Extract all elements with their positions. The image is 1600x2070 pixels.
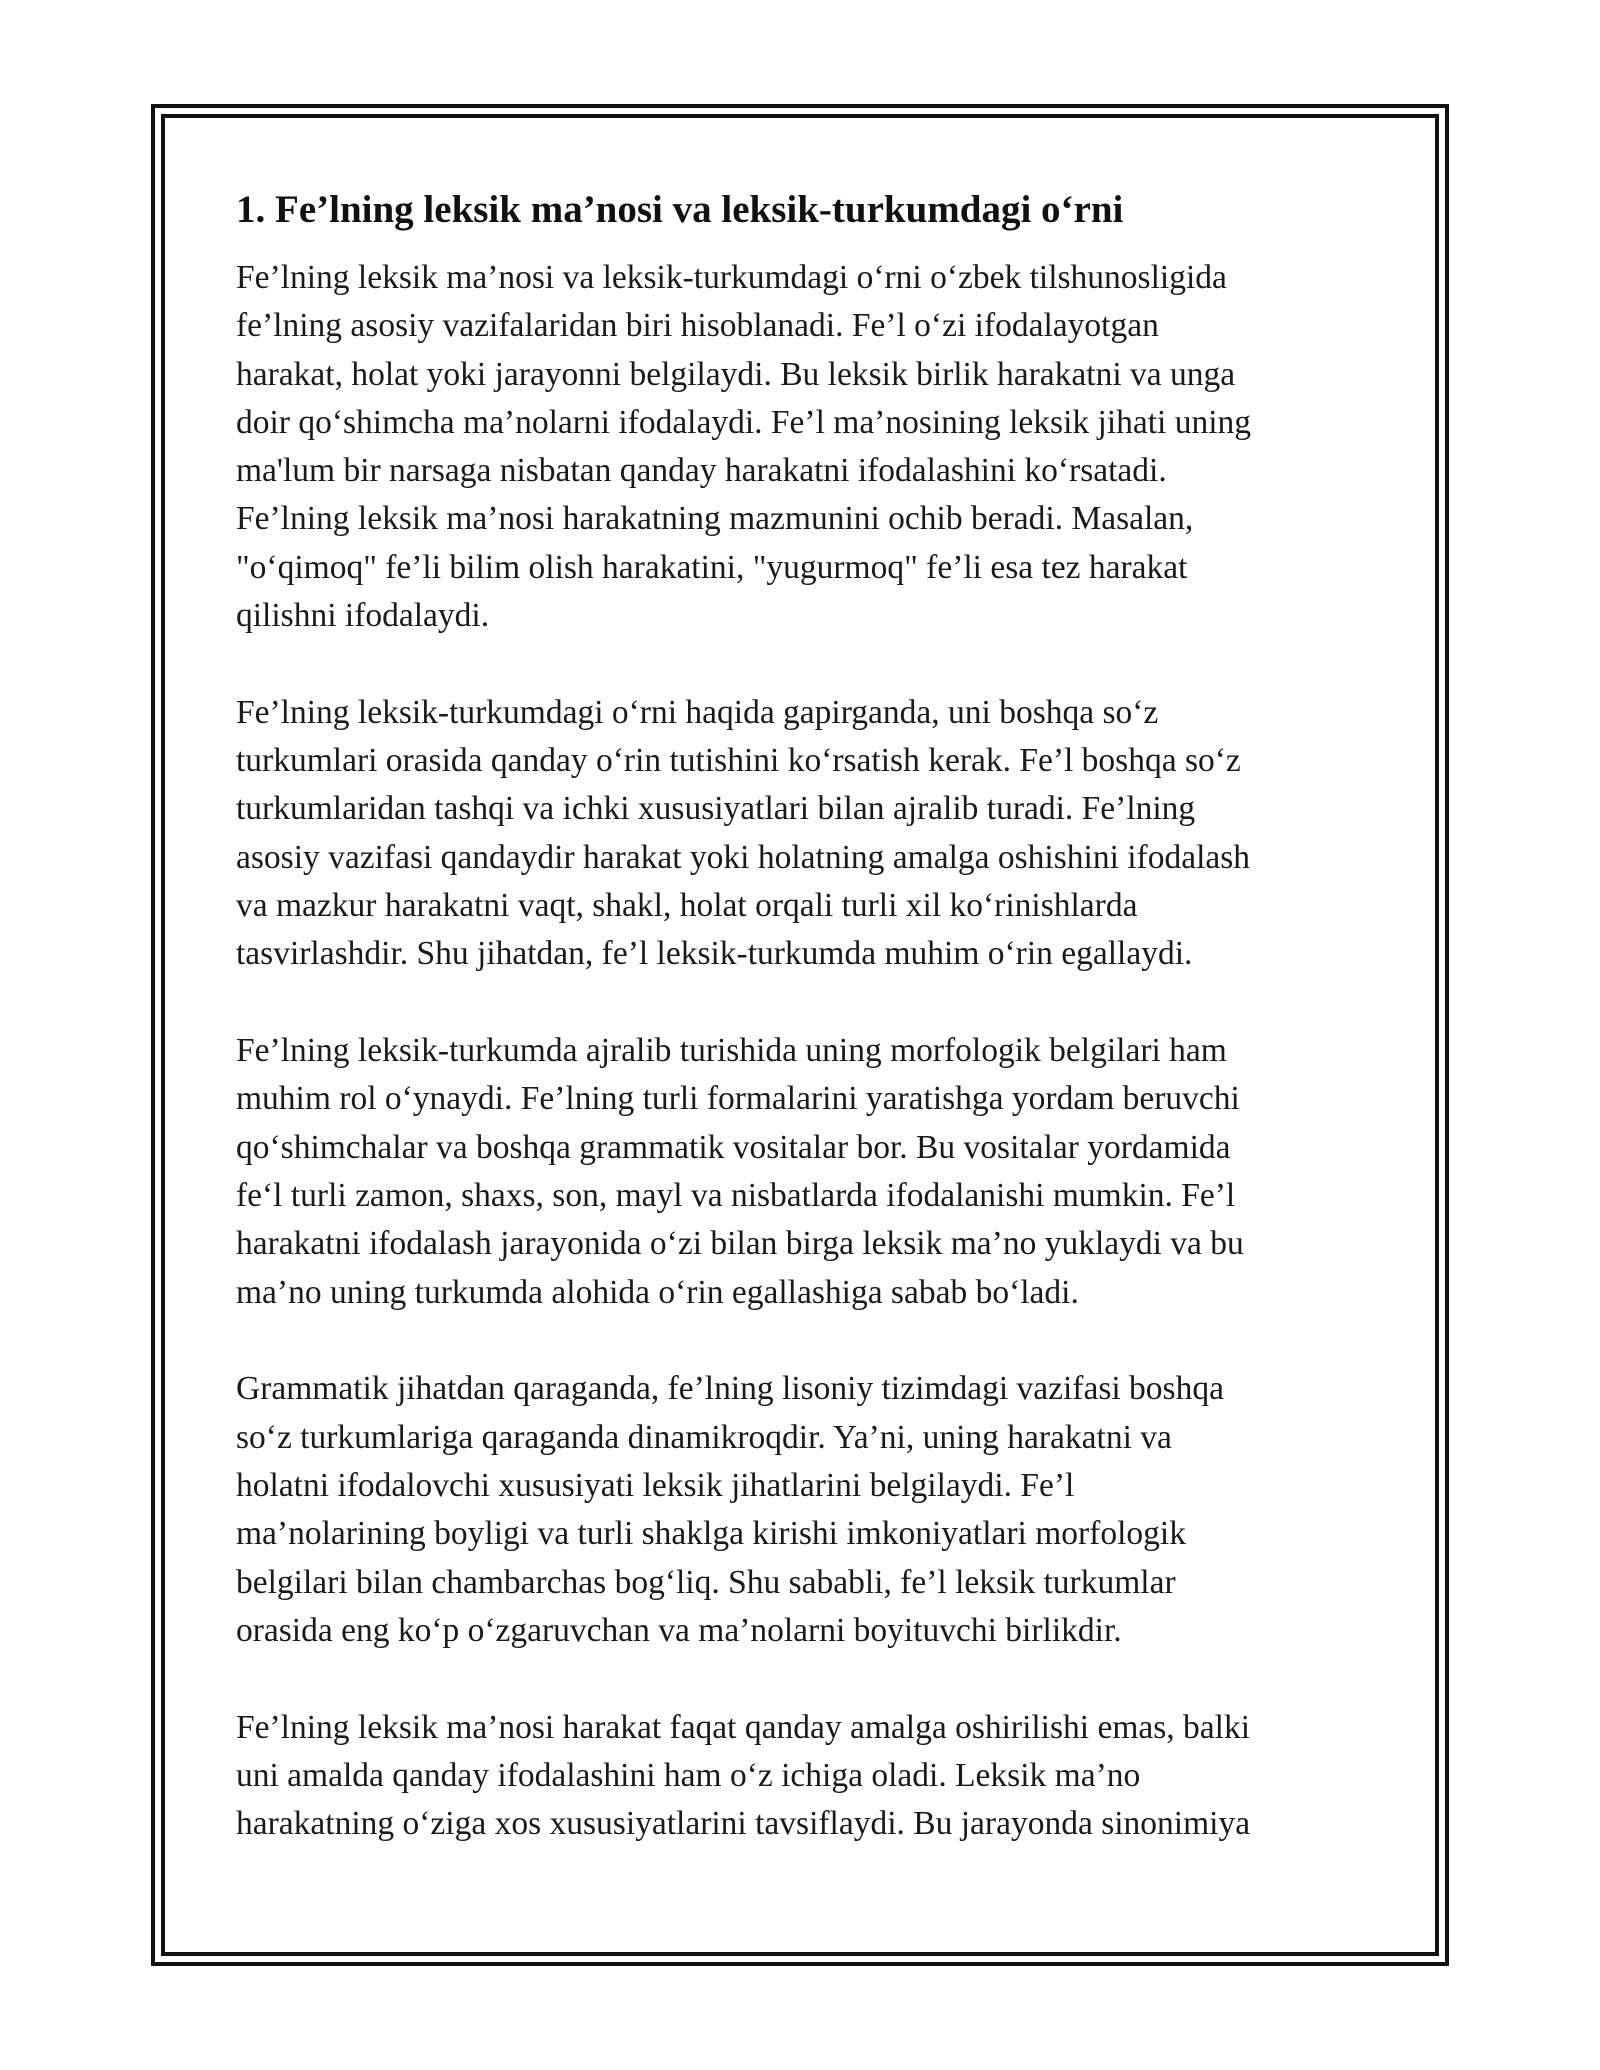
section-heading: 1. Fe’lning leksik ma’nosi va leksik-turkumdagi o‘rni: [236, 188, 1124, 231]
text-line: turkumlaridan tashqi va ichki xususiyatlari bilan ajralib turadi. Fe’lning: [236, 790, 1196, 828]
text-line: Fe’lning leksik-turkumda ajralib turishida uning morfologik belgilari ham: [236, 1032, 1227, 1070]
text-line: asosiy vazifasi qandaydir harakat yoki holatning amalga oshishini ifodalash: [236, 838, 1251, 876]
text-line: orasida eng ko‘p o‘zgaruvchan va ma’nolarni boyituvchi birlikdir.: [236, 1611, 1122, 1649]
text-line: ma’no uning turkumda alohida o‘rin egallashiga sabab bo‘ladi.: [236, 1273, 1079, 1311]
text-line: holatni ifodalovchi xususiyati leksik jihatlarini belgilaydi. Fe’l: [236, 1467, 1075, 1505]
paragraph-4: [236, 1365, 1360, 1655]
text-line: belgilari bilan chambarchas bog‘liq. Shu sababli, fe’l leksik turkumlar: [236, 1563, 1176, 1601]
text-line: "o‘qimoq" fe’li bilim olish harakatini, "yugurmoq" fe’li esa tez harakat: [236, 548, 1188, 586]
paragraph-3: [236, 1027, 1360, 1317]
text-line: va mazkur harakatni vaqt, shakl, holat orqali turli xil ko‘rinishlarda: [236, 887, 1138, 925]
text-line: Fe’lning leksik ma’nosi va leksik-turkumdagi o‘rni o‘zbek tilshunosligida: [236, 259, 1227, 296]
text-line: uni amalda qanday ifodalashini ham o‘z ichiga oladi. Leksik ma’no: [236, 1757, 1141, 1795]
text-line: turkumlari orasida qanday o‘rin tutishini ko‘rsatish kerak. Fe’l boshqa so‘z: [236, 742, 1241, 780]
text-line: Fe’lning leksik ma’nosi harakatning mazmunini ochib beradi. Masalan,: [236, 500, 1194, 538]
document-body: [236, 186, 1360, 1897]
text-line: Grammatik jihatdan qaraganda, fe’lning lisoniy tizimdagi vazifasi boshqa: [236, 1370, 1224, 1408]
text-line: qo‘shimchalar va boshqa grammatik vositalar bor. Bu vositalar yordamida: [236, 1128, 1231, 1166]
paragraph-5: [236, 1704, 1360, 1849]
text-line: muhim rol o‘ynaydi. Fe’lning turli formalarini yaratishga yordam beruvchi: [236, 1080, 1240, 1118]
text-line: ma'lum bir narsaga nisbatan qanday harakatni ifodalashini ko‘rsatadi.: [236, 452, 1167, 490]
text-line: ma’nolarining boyligi va turli shaklga kirishi imkoniyatlari morfologik: [236, 1515, 1186, 1553]
text-line: fe‘l turli zamon, shaxs, son, mayl va nisbatlarda ifodalanishi mumkin. Fe’l: [236, 1177, 1236, 1215]
text-line: tasvirlashdir. Shu jihatdan, fe’l leksik-turkumda muhim o‘rin egallaydi.: [236, 935, 1193, 973]
text-line: Fe’lning leksik ma’nosi harakat faqat qanday amalga oshirilishi emas, balki: [236, 1708, 1251, 1746]
paragraph-1: [236, 254, 1360, 640]
text-line: so‘z turkumlariga qaraganda dinamikroqdir. Ya’ni, uning harakatni va: [236, 1418, 1172, 1456]
text-line: fe’lning asosiy vazifalaridan biri hisoblanadi. Fe’l o‘zi ifodalayotgan: [236, 307, 1159, 345]
text-line: doir qo‘shimcha ma’nolarni ifodalaydi. Fe’l ma’nosining leksik jihati uning: [236, 403, 1252, 441]
text-line: harakat, holat yoki jarayonni belgilaydi. Bu leksik birlik harakatni va unga: [236, 355, 1236, 393]
text-line: Fe’lning leksik-turkumdagi o‘rni haqida gapirganda, uni boshqa so‘z: [236, 693, 1159, 731]
text-line: harakatning o‘ziga xos xususiyatlarini tavsiflaydi. Bu jarayonda sinonimiya: [236, 1805, 1251, 1843]
paragraph-2: [236, 689, 1360, 979]
text-line: harakatni ifodalash jarayonida o‘zi bilan birga leksik ma’no yuklaydi va bu: [236, 1225, 1244, 1263]
text-line: qilishni ifodalaydi.: [236, 597, 490, 635]
